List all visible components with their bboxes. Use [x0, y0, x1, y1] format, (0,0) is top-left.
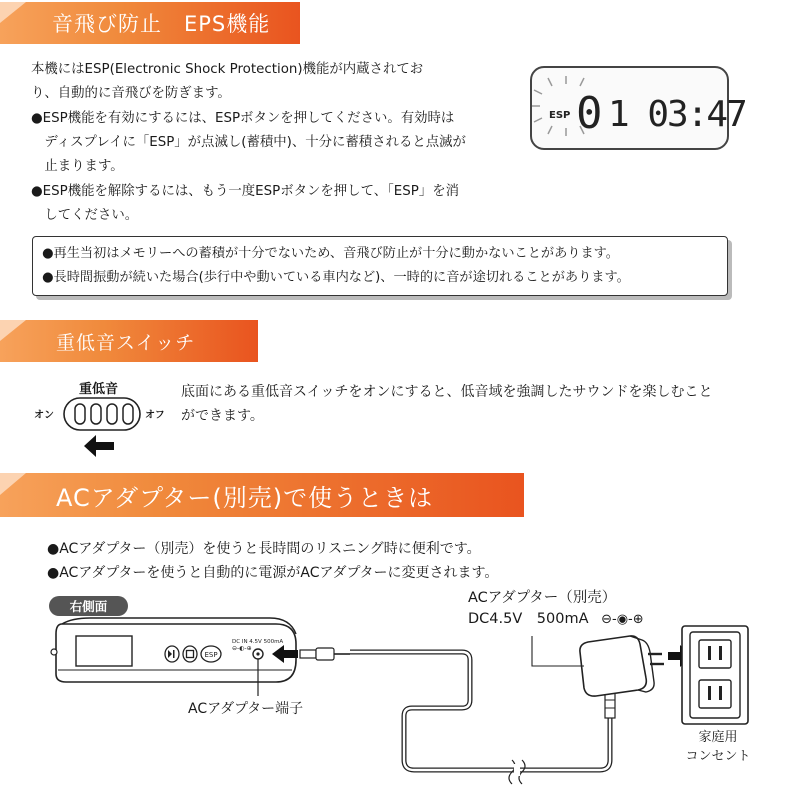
ac-line-2: ●ACアダプターを使うと自動的に電源がACアダプターに変更されます。: [47, 565, 499, 581]
lcd-esp-indicator: ESP: [549, 110, 571, 121]
eps-notes-box: [32, 236, 728, 296]
lcd-display: [530, 66, 746, 150]
switch-ridge: [107, 404, 117, 424]
eps-note-2: ●長時間振動が続いた場合(歩行中や動いている車内など)、一時的に音が途切れることがあります。: [42, 270, 630, 285]
eps-line-6: ●ESP機能を解除するには、もう一度ESPボタンを押して、「ESP」を消: [31, 184, 459, 199]
lcd-display-graphic: [532, 68, 746, 148]
cd-player-side-view: [51, 618, 296, 682]
eps-line-5: 止まります。: [31, 159, 124, 174]
outlet-label-line-1: 家庭用: [698, 730, 738, 745]
eps-line-1: 本機にはESP(Electronic Shock Protection)機能が内蔵されてお: [31, 62, 424, 77]
adapter-spec: DC4.5V 500mA: [468, 611, 589, 627]
outlet-socket: [699, 640, 731, 668]
ac-section-title: ACアダプター(別売)で使うときは: [56, 483, 434, 512]
bass-line-1: 底面にある重低音スイッチをオンにすると、低音域を強調したサウンドを楽しむこと: [181, 384, 713, 400]
eps-note-1: ●再生当初はメモリーへの蓄積が十分でないため、音飛び防止が十分に動かないことがあります。: [42, 246, 619, 261]
right-side-label: 右側面: [49, 596, 128, 616]
eps-line-3: ●ESP機能を有効にするには、ESPボタンを押してください。有効時は: [31, 111, 455, 126]
banner-corner: [0, 473, 26, 495]
polarity-icon: ⊖-◉-⊕: [601, 612, 644, 627]
adapter-label: [468, 588, 644, 630]
outlet-label: [672, 728, 764, 766]
bass-switch-label: 重低音: [79, 382, 119, 397]
lcd-track-number: 0: [576, 88, 603, 139]
eps-section-banner: [0, 2, 300, 44]
lcd-time: 1 03:47: [608, 94, 746, 135]
bass-section-title: 重低音スイッチ: [56, 331, 196, 354]
adapter-name: ACアダプター（別売）: [468, 590, 617, 606]
banner-corner: [0, 320, 26, 341]
esp-button-label: ESP: [204, 651, 218, 659]
polarity-icon: ⊖-◐-⊕: [232, 645, 252, 652]
ac-section-banner: [0, 473, 524, 517]
switch-ridge: [123, 404, 133, 424]
bass-line-2: ができます。: [181, 408, 264, 424]
adapter-spec-row: [468, 609, 644, 630]
eps-section-title: 音飛び防止 EPS機能: [52, 12, 271, 36]
ac-jack-callout: ACアダプター端子: [188, 701, 304, 717]
outlet-socket: [699, 680, 731, 708]
eps-line-7: してください。: [31, 208, 139, 223]
adapter-cable: [350, 652, 610, 770]
bass-switch-off-label: オフ: [145, 410, 165, 421]
adapter-callout-line: [532, 636, 584, 666]
device-dc-label: DC IN 4.5V 500mA: [232, 639, 284, 645]
outlet-label-line-2: コンセント: [685, 749, 751, 764]
switch-ridge: [91, 404, 101, 424]
banner-corner: [0, 2, 26, 23]
switch-ridge: [75, 404, 85, 424]
ac-line-1: ●ACアダプター（別売）を使うと長時間のリスニング時に便利です。: [47, 541, 481, 557]
dc-plug: [300, 650, 316, 658]
device-window: [76, 636, 132, 666]
eps-line-2: り、自動的に音飛びを防ぎます。: [31, 86, 231, 101]
stop-button: [183, 646, 197, 662]
ac-adapter: [580, 636, 664, 696]
arrow-left-icon: [84, 435, 114, 457]
wall-outlet: [682, 626, 748, 724]
bass-switch-on-label: オン: [34, 410, 54, 421]
bass-switch-diagram: [60, 396, 144, 458]
bass-section-banner: [0, 320, 258, 362]
ac-connection-diagram: [0, 600, 800, 800]
eps-line-4: ディスプレイに「ESP」が点滅し(蓄積中)、十分に蓄積されると点滅が: [31, 135, 466, 150]
